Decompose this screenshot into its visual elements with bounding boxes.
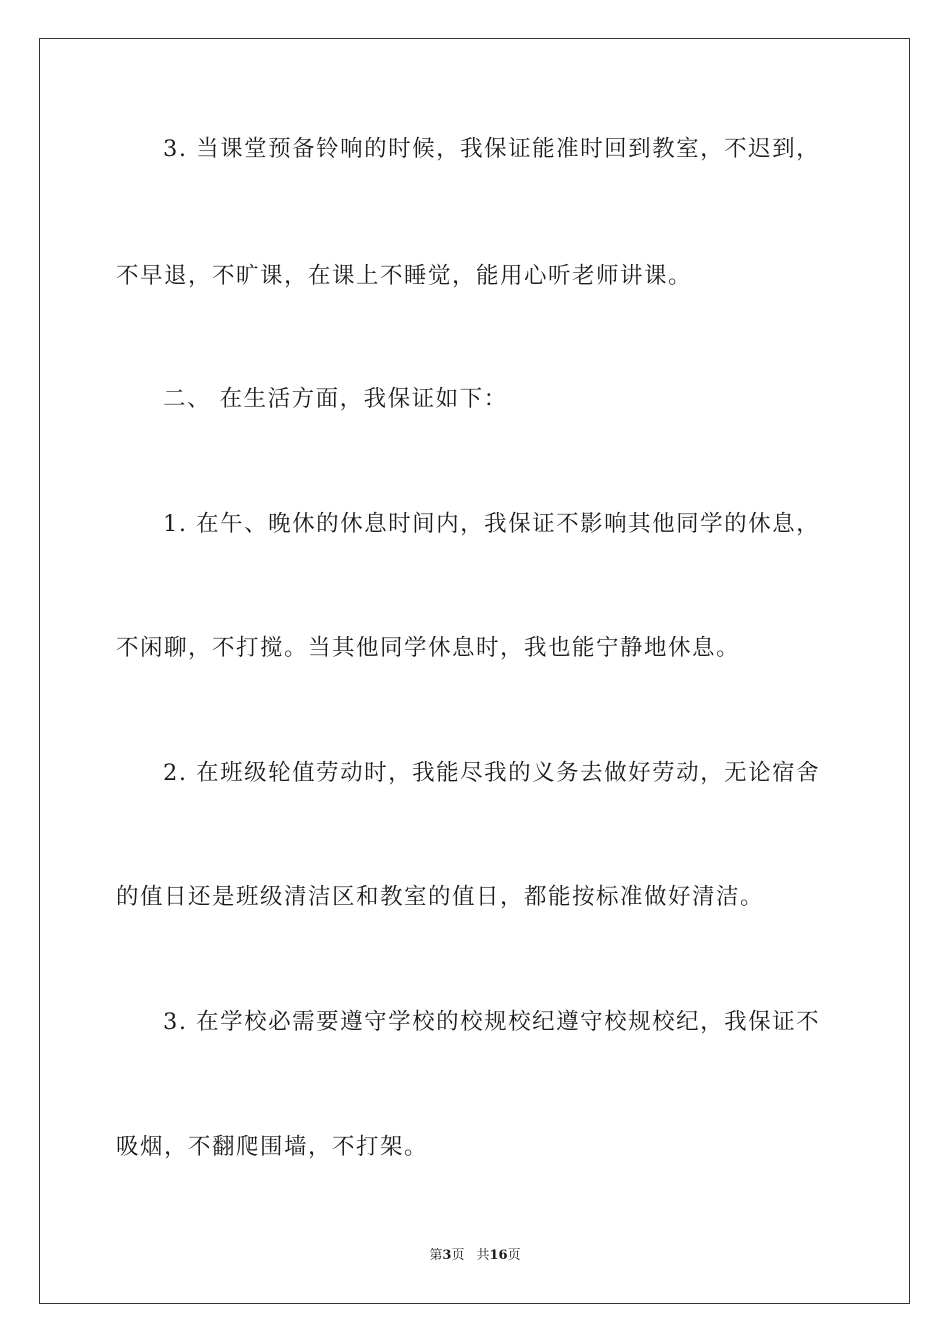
page-current: 3	[442, 1248, 452, 1263]
paragraph-line-3: 1. 在午、晚休的休息时间内，我保证不影响其他同学的休息，	[163, 511, 821, 537]
total-prefix: 共	[476, 1248, 490, 1263]
page-border	[39, 38, 910, 1304]
page-suffix: 页	[451, 1248, 465, 1263]
page-prefix: 第	[429, 1248, 443, 1263]
page-total: 16	[489, 1248, 508, 1263]
paragraph-line-2: 不早退，不旷课，在课上不睡觉，能用心听老师讲课。	[116, 263, 693, 289]
paragraph-line-1: 3. 当课堂预备铃响的时候，我保证能准时回到教室，不迟到，	[163, 136, 821, 162]
section-heading-life: 二、 在生活方面，我保证如下：	[163, 386, 508, 412]
total-suffix: 页	[507, 1248, 521, 1263]
page-footer	[0, 1248, 950, 1264]
paragraph-line-5: 2. 在班级轮值劳动时，我能尽我的义务去做好劳动，无论宿舍	[163, 760, 821, 786]
paragraph-line-4: 不闲聊，不打搅。当其他同学休息时，我也能宁静地休息。	[116, 635, 741, 661]
paragraph-line-6: 的值日还是班级清洁区和教室的值日，都能按标准做好清洁。	[116, 884, 765, 910]
paragraph-line-7: 3. 在学校必需要遵守学校的校规校纪遵守校规校纪，我保证不	[163, 1009, 821, 1035]
paragraph-line-8: 吸烟，不翻爬围墙，不打架。	[116, 1134, 429, 1160]
